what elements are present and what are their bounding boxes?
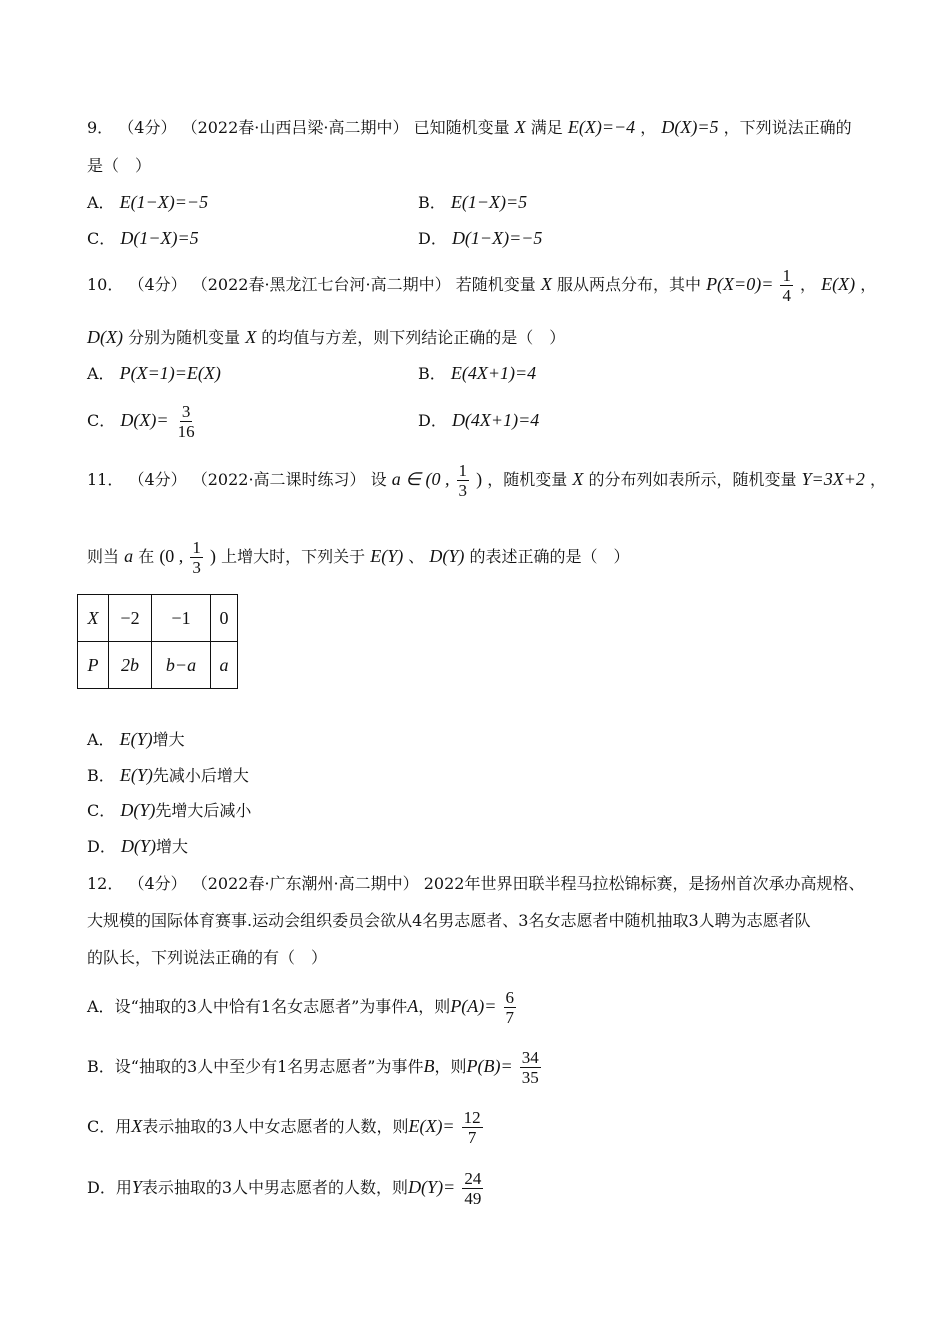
option-fraction	[520, 1048, 541, 1087]
table-cell: −2	[109, 595, 152, 642]
q12-option-c	[87, 1104, 485, 1149]
q11-var: X	[572, 469, 584, 489]
fraction-numerator: 24	[464, 1169, 482, 1188]
option-fraction	[462, 1108, 483, 1147]
q9-option-d	[418, 227, 542, 250]
option-expr: E(Y)	[119, 765, 153, 785]
q10-option-a	[87, 362, 221, 385]
option-text-mid: ，则	[434, 1057, 467, 1076]
q11-number: 11．	[87, 470, 124, 489]
q10-var: X	[540, 274, 552, 294]
q11-l2-open: (0 ,	[159, 546, 184, 566]
q9-var: X	[514, 117, 526, 137]
option-expr: E(1−X)=5	[450, 192, 528, 212]
q11-stem-line1	[87, 457, 886, 502]
fraction-numerator: 34	[521, 1048, 539, 1067]
fraction-numerator: 1	[458, 461, 468, 480]
q10-source: （2022春·黑龙江七台河·高二期中）	[191, 275, 451, 294]
option-text: 增大	[155, 837, 188, 856]
q10-l2-a: 分别为随机变量	[128, 328, 241, 347]
fraction-denominator: 35	[521, 1068, 539, 1087]
q11-distribution-table	[77, 594, 238, 689]
fraction-numerator: 6	[505, 988, 515, 1007]
q10-number: 10．	[87, 275, 124, 294]
option-text: 设“抽取的3人中至少有1名男志愿者”为事件	[114, 1057, 424, 1076]
q11-l2-close: )	[210, 546, 216, 566]
fraction-denominator: 7	[467, 1128, 477, 1147]
option-expr: E(4X+1)=4	[450, 363, 537, 383]
q11-score: （4分）	[128, 470, 187, 489]
fraction-denominator: 3	[192, 558, 201, 577]
q10-stem-line1	[87, 262, 876, 307]
option-event: Y	[131, 1177, 142, 1197]
q9-score: （4分）	[118, 118, 177, 137]
q10-stem-b: 服从两点分布，其中	[556, 275, 701, 294]
option-expr: P(A)=	[450, 996, 497, 1016]
option-text: 先增大后减小	[155, 801, 252, 820]
q9-source: （2022春·山西吕梁·高二期中）	[181, 118, 409, 137]
q10-stem-line2	[87, 326, 565, 349]
option-fraction	[504, 988, 517, 1027]
q10-ex: E(X)	[821, 274, 856, 294]
q10-l2-var: X	[245, 327, 257, 347]
table-row	[78, 642, 238, 689]
option-label: C．	[87, 411, 116, 430]
option-text: 设“抽取的3人中恰有1名女志愿者”为事件	[114, 997, 408, 1016]
q12-option-d	[87, 1165, 485, 1210]
table-cell: 2b	[109, 642, 152, 689]
fraction-denominator: 3	[458, 481, 468, 500]
q10-score: （4分）	[128, 275, 187, 294]
q12-option-b	[87, 1044, 543, 1089]
q10-stem-a: 若随机变量	[455, 275, 536, 294]
q10-p-expr: P(X=0)=	[706, 274, 774, 294]
q11-a-in: a ∈ (0 ,	[391, 469, 450, 489]
q9-cond2: D(X)=5	[661, 117, 719, 137]
q10-option-c	[87, 398, 199, 443]
q10-l2-b: 的均值与方差，则下列结论正确的是（ ）	[261, 328, 566, 347]
table-cell: b−a	[152, 642, 211, 689]
option-expr: P(B)=	[466, 1056, 513, 1076]
q12-stem-line1	[87, 873, 864, 895]
option-label: D．	[87, 1178, 116, 1197]
q11-stem-a: 设	[370, 470, 387, 489]
q9-stem-line2: 是（ ）	[87, 156, 152, 175]
option-text: 增大	[152, 730, 185, 749]
option-expr: D(Y)	[120, 800, 156, 820]
option-label: B．	[418, 193, 446, 212]
fraction-denominator: 7	[505, 1008, 515, 1027]
q11-stem-d: ，	[869, 470, 886, 489]
fraction-numerator: 3	[181, 402, 191, 421]
q12-number: 12．	[87, 874, 124, 893]
option-label: B．	[87, 766, 115, 785]
q10-dx: D(X)	[87, 327, 123, 347]
fraction-denominator: 16	[177, 422, 195, 441]
q11-option-d	[87, 835, 188, 858]
option-expr: P(X=1)=E(X)	[119, 363, 221, 383]
q11-l2-a: 则当	[87, 547, 120, 566]
option-text: 用	[115, 1178, 132, 1197]
option-expr: E(Y)	[119, 729, 153, 749]
q11-source: （2022·高二课时练习）	[191, 470, 366, 489]
q10-sep: ，	[800, 275, 817, 294]
option-text-mid: ，则	[418, 997, 451, 1016]
table-cell: a	[211, 642, 238, 689]
q11-l2-ey: E(Y)	[370, 546, 404, 566]
q11-option-c	[87, 799, 251, 822]
table-cell: X	[78, 595, 109, 642]
q11-l2-b: 在	[138, 547, 155, 566]
q9-stem-line1	[87, 116, 852, 139]
q11-fraction	[457, 461, 470, 500]
q11-option-b	[87, 764, 249, 787]
fraction-numerator: 12	[463, 1108, 481, 1127]
option-label: B．	[418, 364, 446, 383]
option-label: A．	[87, 997, 115, 1016]
option-expr: E(1−X)=−5	[119, 192, 209, 212]
q11-l2-d: 、	[408, 547, 425, 566]
q9-comma: ，	[640, 118, 657, 137]
q12-source: （2022春·广东潮州·高二期中）	[191, 874, 419, 893]
option-label: D．	[87, 837, 116, 856]
q9-number: 9．	[87, 118, 114, 137]
option-label: A．	[87, 730, 115, 749]
table-cell: P	[78, 642, 109, 689]
option-expr: D(1−X)=5	[120, 228, 199, 248]
q9-stem-a: 已知随机变量	[413, 118, 510, 137]
q9-option-b	[418, 191, 527, 214]
fraction-numerator: 1	[192, 538, 201, 557]
option-text-mid: 表示抽取的3人中女志愿者的人数，则	[142, 1117, 409, 1136]
q11-stem-b: ，随机变量	[487, 470, 568, 489]
q10-option-b	[418, 362, 536, 385]
q11-a-close: )	[476, 469, 483, 489]
option-label: D．	[418, 411, 447, 430]
q9-stem-b: 满足	[530, 118, 563, 137]
q9-stem-c: ，下列说法正确的	[723, 118, 852, 137]
q12-option-a	[87, 984, 518, 1029]
option-event: X	[131, 1116, 143, 1136]
q11-option-a	[87, 728, 185, 751]
q10-tail: ，	[860, 275, 877, 294]
q9-cond1: E(X)=−4	[567, 117, 636, 137]
option-label: D．	[418, 229, 447, 248]
option-label: C．	[87, 1117, 116, 1136]
option-fraction	[176, 402, 197, 441]
q11-stem-line2	[87, 534, 630, 579]
option-text: 先减小后增大	[152, 766, 249, 785]
option-fraction	[462, 1169, 483, 1208]
table-row	[78, 595, 238, 642]
q12-stem-line3: 的队长，下列说法正确的有（ ）	[87, 948, 328, 967]
table-cell: 0	[211, 595, 238, 642]
q11-l2-dy: D(Y)	[429, 546, 465, 566]
option-label: B．	[87, 1057, 115, 1076]
q12-stem-line2: 大规模的国际体育赛事.运动会组织委员会欲从4名男志愿者、3名女志愿者中随机抽取3人聘为志愿者队	[87, 911, 811, 930]
q11-l2-e: 的表述正确的是（ ）	[469, 547, 630, 566]
option-expr: D(4X+1)=4	[451, 410, 540, 430]
option-text-mid: 表示抽取的3人中男志愿者的人数，则	[141, 1178, 409, 1197]
q11-l2-var: a	[124, 546, 134, 566]
q10-option-d	[418, 409, 539, 432]
option-expr: D(Y)	[120, 836, 156, 856]
q12-line1: 2022年世界田联半程马拉松锦标赛，是扬州首次承办高规格、	[423, 874, 865, 893]
q11-l2-c: 上增大时，下列关于	[221, 547, 366, 566]
q9-option-c	[87, 227, 199, 250]
option-event: B	[423, 1056, 435, 1076]
option-expr: D(Y)=	[408, 1177, 456, 1197]
q12-score: （4分）	[128, 874, 187, 893]
option-event: A	[407, 996, 419, 1016]
table-cell: −1	[152, 595, 211, 642]
q11-y-expr: Y=3X+2	[801, 469, 865, 489]
q11-stem-c: 的分布列如表所示，随机变量	[588, 470, 797, 489]
option-expr: D(1−X)=−5	[451, 228, 543, 248]
fraction-numerator: 1	[782, 266, 791, 285]
fraction-denominator: 4	[782, 286, 791, 305]
option-label: C．	[87, 229, 116, 248]
q9-option-a	[87, 191, 208, 214]
option-expr: D(X)=	[120, 410, 169, 430]
q11-l2-fraction	[190, 538, 203, 577]
option-expr: E(X)=	[408, 1116, 455, 1136]
option-text: 用	[115, 1117, 132, 1136]
option-label: C．	[87, 801, 116, 820]
option-label: A．	[87, 193, 115, 212]
q10-fraction	[780, 266, 793, 305]
option-label: A．	[87, 364, 115, 383]
fraction-denominator: 49	[464, 1189, 482, 1208]
